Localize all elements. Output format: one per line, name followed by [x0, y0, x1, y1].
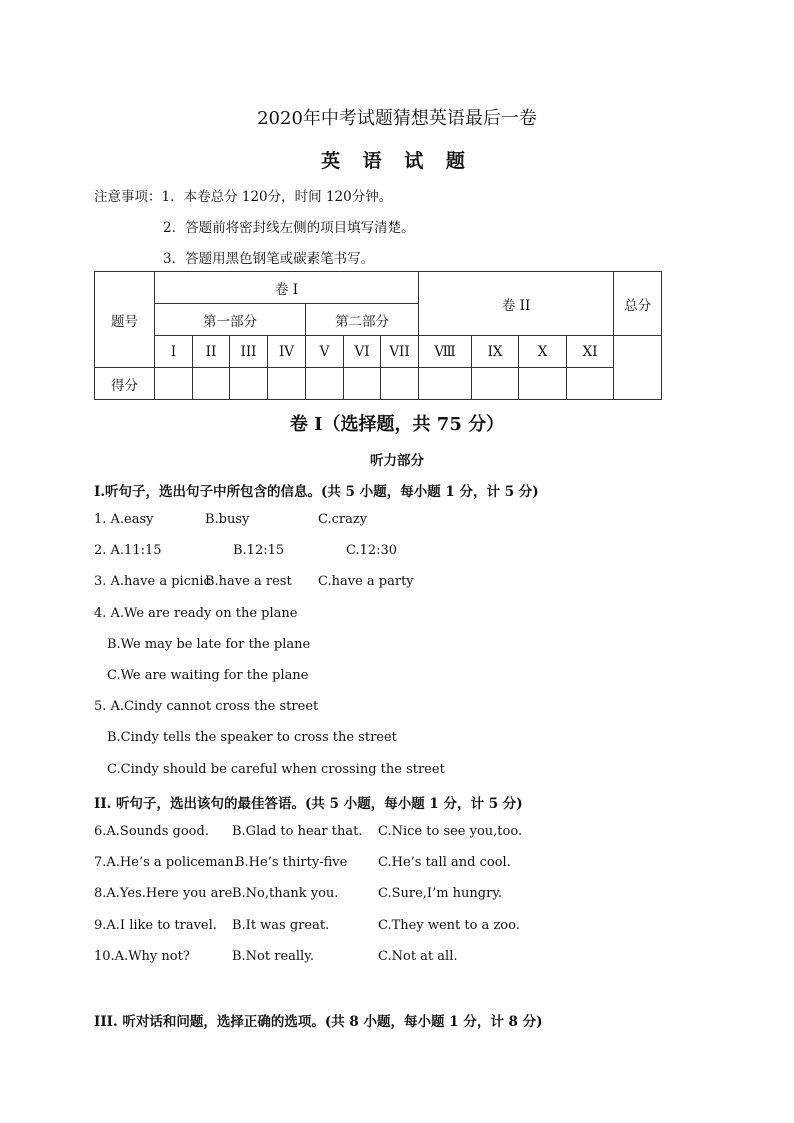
score-table-part2: 第二部分 [306, 304, 419, 336]
q4-option-a: 4. A.We are ready on the plane [94, 606, 298, 621]
q2-option-c: C.12:30 [346, 543, 398, 558]
score-table-total: 总分 [614, 272, 662, 336]
q1-option-a: 1. A.easy [94, 512, 154, 527]
score-col-7: VII [381, 336, 419, 368]
score-cell [155, 368, 193, 400]
score-col-6: VI [344, 336, 381, 368]
part2-heading: II. 听句子，选出该句的最佳答语。(共 5 小题，每小题 1 分，计 5 分) [94, 796, 523, 812]
q9-option-a: 9.A.I like to travel. [94, 918, 217, 933]
part1-heading: I.听句子，选出句子中所包含的信息。(共 5 小题，每小题 1 分，计 5 分) [94, 484, 539, 500]
score-table-part1: 第一部分 [155, 304, 306, 336]
part3-heading: III. 听对话和问题，选择正确的选项。(共 8 小题，每小题 1 分，计 8 分) [94, 1014, 543, 1030]
q6-option-b: B.Glad to hear that. [232, 824, 363, 839]
q10-option-c: C.Not at all. [378, 949, 458, 964]
q2-option-a: 2. A.11:15 [94, 543, 162, 558]
score-col-11: XI [567, 336, 614, 368]
q7-option-a: 7.A.He’s a policeman. [94, 855, 238, 870]
notes-item-2: 2．答题前将密封线左侧的项目填写清楚。 [163, 220, 415, 236]
q8-option-a: 8.A.Yes.Here you are. [94, 886, 237, 901]
score-cell [193, 368, 230, 400]
score-cell [567, 368, 614, 400]
q4-option-b: B.We may be late for the plane [107, 637, 311, 652]
q8-option-c: C.Sure,I’m hungry. [378, 886, 503, 901]
score-col-9: IX [472, 336, 519, 368]
q7-option-b: B.He’s thirty-five [235, 855, 348, 870]
q3-option-c: C.have a party [318, 574, 414, 589]
score-col-1: I [155, 336, 193, 368]
score-table-tihao: 题号 [95, 272, 155, 368]
score-cell [419, 368, 472, 400]
page-title: 2020年中考试题猜想英语最后一卷 [257, 108, 537, 129]
q6-option-c: C.Nice to see you,too. [378, 824, 523, 839]
score-cell [519, 368, 567, 400]
q4-option-c: C.We are waiting for the plane [107, 668, 309, 683]
q10-option-b: B.Not really. [232, 949, 314, 964]
score-col-10: X [519, 336, 567, 368]
score-table-juan2: 卷 II [419, 272, 614, 336]
q9-option-b: B.It was great. [232, 918, 330, 933]
q1-option-b: B.busy [205, 512, 250, 527]
q1-option-c: C.crazy [318, 512, 368, 527]
score-cell [472, 368, 519, 400]
notes-item-3: 3．答题用黑色钢笔或碳素笔书写。 [163, 251, 375, 267]
q6-option-a: 6.A.Sounds good. [94, 824, 209, 839]
q5-option-a: 5. A.Cindy cannot cross the street [94, 699, 319, 714]
q9-option-c: C.They went to a zoo. [378, 918, 520, 933]
score-table-juan1: 卷 I [155, 272, 419, 304]
q2-option-b: B.12:15 [233, 543, 285, 558]
score-col-3: III [230, 336, 268, 368]
score-col-5: V [306, 336, 344, 368]
score-col-8: Ⅷ [419, 336, 472, 368]
score-cell [230, 368, 268, 400]
score-cell [381, 368, 419, 400]
q3-option-a: 3. A.have a picnic [94, 574, 211, 589]
score-col-2: II [193, 336, 230, 368]
listening-heading: 听力部分 [370, 453, 424, 469]
score-table [94, 271, 662, 400]
q8-option-b: B.No,thank you. [232, 886, 339, 901]
q5-option-c: C.Cindy should be careful when crossing the street [107, 762, 445, 777]
q10-option-a: 10.A.Why not? [94, 949, 190, 964]
score-label: 得分 [95, 368, 155, 400]
q3-option-b: B.have a rest [205, 574, 292, 589]
score-cell [268, 368, 306, 400]
section-title: 卷 I（选择题，共 75 分） [289, 414, 505, 435]
score-total-cell [614, 336, 662, 400]
score-cell [306, 368, 344, 400]
q5-option-b: B.Cindy tells the speaker to cross the street [107, 730, 397, 745]
score-col-4: IV [268, 336, 306, 368]
notes-lead: 注意事项：1．本卷总分 120分，时间 120分钟。 [94, 189, 393, 205]
score-cell [344, 368, 381, 400]
page-subtitle: 英 语 试 题 [321, 150, 473, 172]
q7-option-c: C.He’s tall and cool. [378, 855, 511, 870]
